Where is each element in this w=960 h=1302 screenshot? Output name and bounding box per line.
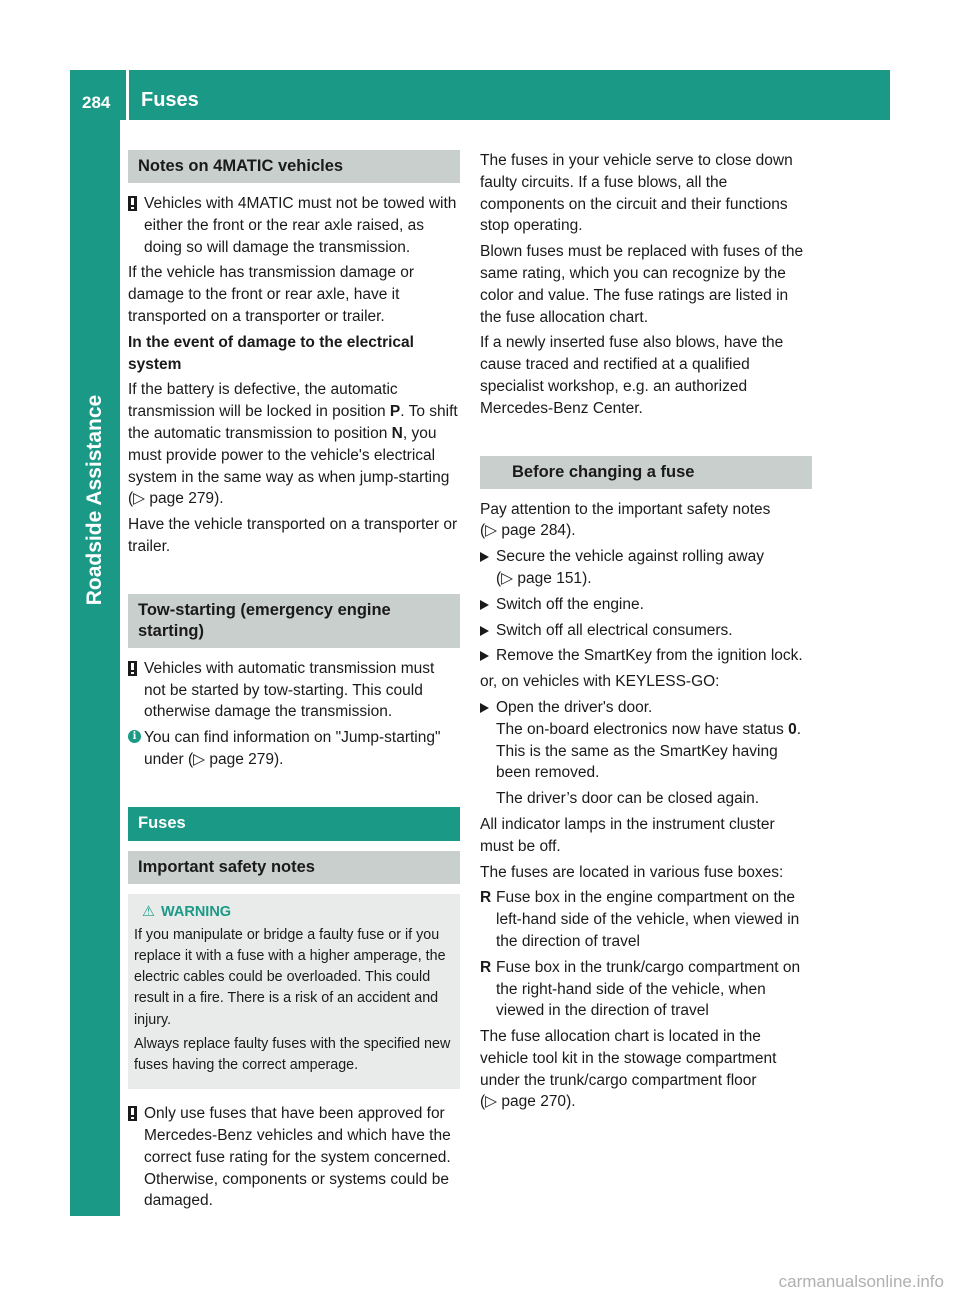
text-run: Secure the vehicle against rolling away ( (496, 548, 764, 587)
bullet-icon: R (480, 889, 492, 907)
note-4matic (128, 193, 460, 258)
step-result: The driver’s door can be closed again. (496, 790, 760, 808)
text-run: The on-board electronics now have status (496, 720, 789, 738)
step-item (480, 697, 812, 810)
heading-safety-notes: Important safety notes (128, 851, 460, 884)
heading-fuses: Fuses (128, 807, 460, 841)
heading-tow-starting: Tow-starting (emergency engine starting) (128, 594, 460, 648)
step-item (480, 594, 812, 616)
paragraph-transport: Have the vehicle transported on a transporter or trailer. (128, 516, 458, 555)
note-approved-fuses (128, 1103, 460, 1212)
step-text: Open the driver's door. (496, 698, 653, 716)
page-ref-icon: ▷ (485, 1093, 498, 1111)
paragraph-replace-fuses: Blown fuses must be replaced with fuses of the same rating, which you can recognize by the color and value. The fuse ratings are listed in the fuse allocation chart. (480, 243, 804, 326)
text-run: Pay attention to the important safety notes ( (480, 500, 771, 540)
page-ref-icon: ▷ (501, 569, 514, 587)
warning-icon: ⚠ (142, 903, 155, 920)
step-item (480, 645, 812, 667)
page-ref-link[interactable]: page 279 (149, 490, 215, 508)
paragraph-attention (480, 499, 812, 543)
page-ref-icon: ▷ (485, 522, 498, 540)
position-n: N (391, 424, 403, 442)
step-arrow-icon (480, 600, 489, 610)
page-ref-link[interactable]: page 151 (517, 569, 583, 587)
exclamation-icon (128, 661, 137, 676)
step-item (480, 546, 812, 590)
header-divider (126, 70, 129, 120)
paragraph-located: The fuses are located in various fuse boxes: (480, 863, 784, 881)
paragraph-fuse-function: The fuses in your vehicle serve to close down faulty circuits. If a fuse blows, all the components on the circuit and their functions stop operating. (480, 152, 793, 235)
text-run: ). (582, 569, 592, 587)
paragraph-fuse-blows: If a newly inserted fuse also blows, have the cause traced and rectified at a qualified specialist workshop, e.g. an authorized Mercedes-Benz Center. (480, 334, 784, 417)
list-item (480, 957, 812, 1022)
list-item (480, 887, 812, 952)
list-text: Fuse box in the trunk/cargo compartment on the right-hand side of the vehicle, when viewed in the direction of travel (496, 958, 801, 1020)
note-text: Vehicles with automatic transmission must not be started by tow-starting. This could otherwise damage the transmission. (144, 659, 435, 721)
exclamation-icon (128, 196, 137, 211)
text-run: ). (214, 490, 224, 508)
warning-label: WARNING (161, 903, 232, 920)
watermark: carmanualsonline.info (778, 1272, 944, 1291)
info-jump-start (128, 727, 460, 771)
step-arrow-icon (480, 651, 489, 661)
page-ref-link[interactable]: page 270 (501, 1093, 567, 1111)
right-column (480, 150, 812, 1117)
warning-box (128, 894, 460, 1090)
page-ref-link[interactable]: page 279 (209, 750, 275, 768)
left-column (128, 150, 460, 1216)
text-run: ). (566, 522, 576, 540)
step-text: Remove the SmartKey from the ignition lock. (496, 647, 803, 665)
page-ref-icon: ▷ (133, 490, 146, 508)
page-ref-link[interactable]: page 284 (501, 522, 567, 540)
paragraph-transmission-damage: If the vehicle has transmission damage or damage to the front or rear axle, have it transported on a transporter or trailer. (128, 264, 415, 325)
paragraph-allocation-chart (480, 1026, 812, 1113)
step-result (496, 719, 812, 784)
step-arrow-icon (480, 703, 489, 713)
warning-text: If you manipulate or bridge a faulty fuse or if you replace it with a fuse with a higher amperage, the electric cables could be overloaded. This could result in a fire. There is a risk of an accident and injury. (134, 926, 446, 1028)
note-text: Vehicles with 4MATIC must not be towed with either the front or the rear axle raised, as doing so will damage the transmission. (144, 195, 457, 256)
text-run: You can find information on "Jump-starting" under ( (144, 729, 441, 768)
warning-title (134, 902, 452, 923)
step-arrow-icon (480, 552, 489, 562)
paragraph-battery (128, 379, 460, 510)
bullet-icon: R (480, 958, 492, 976)
info-icon: i (128, 730, 141, 743)
page-ref-icon: ▷ (193, 750, 206, 768)
side-tab-label-wrap (70, 120, 120, 1216)
step-arrow-icon (480, 626, 489, 636)
step-item (480, 620, 812, 642)
text-run: The fuse allocation chart is located in the vehicle tool kit in the stowage compartment under the trunk/cargo compartment floor ( (480, 1028, 777, 1111)
warning-text: Always replace faulty fuses with the specified new fuses having the correct amperage. (134, 1035, 451, 1073)
list-text: Fuse box in the engine compartment on the left-hand side of the vehicle, when viewed in the direction of travel (496, 889, 800, 950)
status-zero: 0 (788, 720, 797, 738)
page-title: Fuses (141, 89, 199, 111)
note-tow-starting (128, 658, 460, 723)
page-number: 284 (82, 93, 111, 112)
paragraph-lamps: All indicator lamps in the instrument cluster must be off. (480, 815, 775, 855)
text-run: If the battery is defective, the automatic transmission will be locked in position (128, 381, 398, 421)
paragraph-keyless: or, on vehicles with KEYLESS-GO: (480, 673, 720, 691)
heading-4matic: Notes on 4MATIC vehicles (128, 150, 460, 183)
text-run: ). (274, 750, 284, 768)
heading-electrical-damage: In the event of damage to the electrical system (128, 333, 414, 373)
note-text: Only use fuses that have been approved for Mercedes-Benz vehicles and which have the correct fuse rating for the system concerned. Otherwise, components or systems could be damaged. (144, 1105, 451, 1210)
side-tab-label: Roadside Assistance (83, 394, 106, 606)
exclamation-icon (128, 1106, 137, 1121)
text-run: . To shift the automatic transmission to position (128, 403, 458, 442)
text-run: ). (566, 1093, 576, 1111)
step-text: Switch off all electrical consumers. (496, 621, 733, 639)
position-p: P (389, 403, 401, 421)
step-text: Switch off the engine. (496, 595, 644, 613)
text-run: , you must provide power to the vehicle's electrical system in the same way as when jump-starting ( (128, 424, 450, 508)
text-run: . This is the same as the SmartKey having been removed. (496, 720, 802, 782)
heading-before-changing: Before changing a fuse (480, 456, 812, 489)
